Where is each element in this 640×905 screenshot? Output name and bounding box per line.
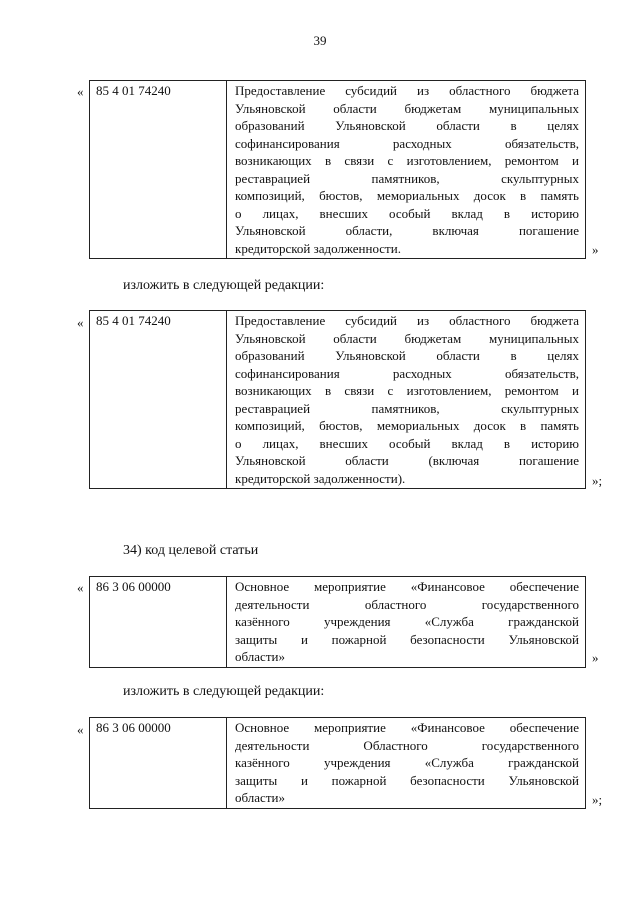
- page-number: 39: [313, 33, 327, 48]
- opening-quote: «: [77, 580, 84, 595]
- target-article-code: 85 4 01 74240: [90, 81, 227, 259]
- description-line: образований Ульяновской области в целях: [235, 348, 579, 363]
- description-line: Ульяновской области (включая погашение: [235, 453, 579, 468]
- description-line: о лицах, внесших особый вклад в историю: [235, 205, 579, 221]
- article-description: [227, 81, 586, 259]
- description-line: Ульяновской области бюджетам муниципальных: [235, 100, 579, 116]
- article-description: [227, 311, 586, 489]
- description-line: Основное мероприятие «Финансовое обеспечение: [235, 720, 579, 735]
- description-line: деятельности Областного государственного: [235, 737, 579, 753]
- description-line: возникающих в связи с изготовлением, ремонтом и: [235, 153, 579, 168]
- description-line: реставрацией памятников, скульптурных: [235, 170, 579, 186]
- description-line: композиций, бюстов, мемориальных досок в память: [235, 188, 579, 203]
- description-line: казённого учреждения «Служба гражданской: [235, 614, 579, 629]
- opening-quote: «: [77, 722, 84, 737]
- description-line: Ульяновской области бюджетам муниципальных: [235, 330, 579, 346]
- description-line: софинансирования расходных обязательств,: [235, 135, 579, 151]
- opening-quote: «: [77, 315, 84, 330]
- closing-quote: »: [592, 650, 599, 665]
- description-line: Ульяновской области, включая погашение: [235, 223, 579, 238]
- description-line: Предоставление субсидий из областного бюджета: [235, 83, 579, 98]
- closing-quote: »: [592, 242, 599, 257]
- restate-instruction: изложить в следующей редакции:: [123, 278, 325, 293]
- closing-quote: »;: [592, 473, 603, 488]
- article-description: [227, 718, 586, 809]
- description-line: защиты и пожарной безопасности Ульяновской: [235, 772, 579, 788]
- description-line: Предоставление субсидий из областного бюджета: [235, 313, 579, 328]
- target-article-code: 86 3 06 00000: [90, 718, 227, 809]
- description-line: возникающих в связи с изготовлением, ремонтом и: [235, 383, 579, 398]
- description-line: деятельности областного государственного: [235, 596, 579, 612]
- description-line: области»: [235, 790, 285, 805]
- item-heading: 34) код целевой статьи: [123, 543, 259, 558]
- description-line: софинансирования расходных обязательств,: [235, 365, 579, 381]
- code-table: [89, 717, 586, 809]
- code-table: [89, 80, 586, 259]
- description-line: Основное мероприятие «Финансовое обеспечение: [235, 579, 579, 594]
- code-table: [89, 576, 586, 668]
- description-line: области»: [235, 649, 285, 664]
- description-line: композиций, бюстов, мемориальных досок в память: [235, 418, 579, 433]
- description-line: реставрацией памятников, скульптурных: [235, 400, 579, 416]
- target-article-code: 85 4 01 74240: [90, 311, 227, 489]
- description-line: о лицах, внесших особый вклад в историю: [235, 435, 579, 451]
- restate-instruction: изложить в следующей редакции:: [123, 684, 325, 699]
- opening-quote: «: [77, 84, 84, 99]
- description-line: казённого учреждения «Служба гражданской: [235, 755, 579, 770]
- description-line: защиты и пожарной безопасности Ульяновской: [235, 631, 579, 647]
- description-line: кредиторской задолженности).: [235, 470, 406, 486]
- target-article-code: 86 3 06 00000: [90, 577, 227, 668]
- description-line: кредиторской задолженности.: [235, 240, 401, 256]
- code-table: [89, 310, 586, 489]
- closing-quote: »;: [592, 792, 603, 807]
- article-description: [227, 577, 586, 668]
- description-line: образований Ульяновской области в целях: [235, 118, 579, 133]
